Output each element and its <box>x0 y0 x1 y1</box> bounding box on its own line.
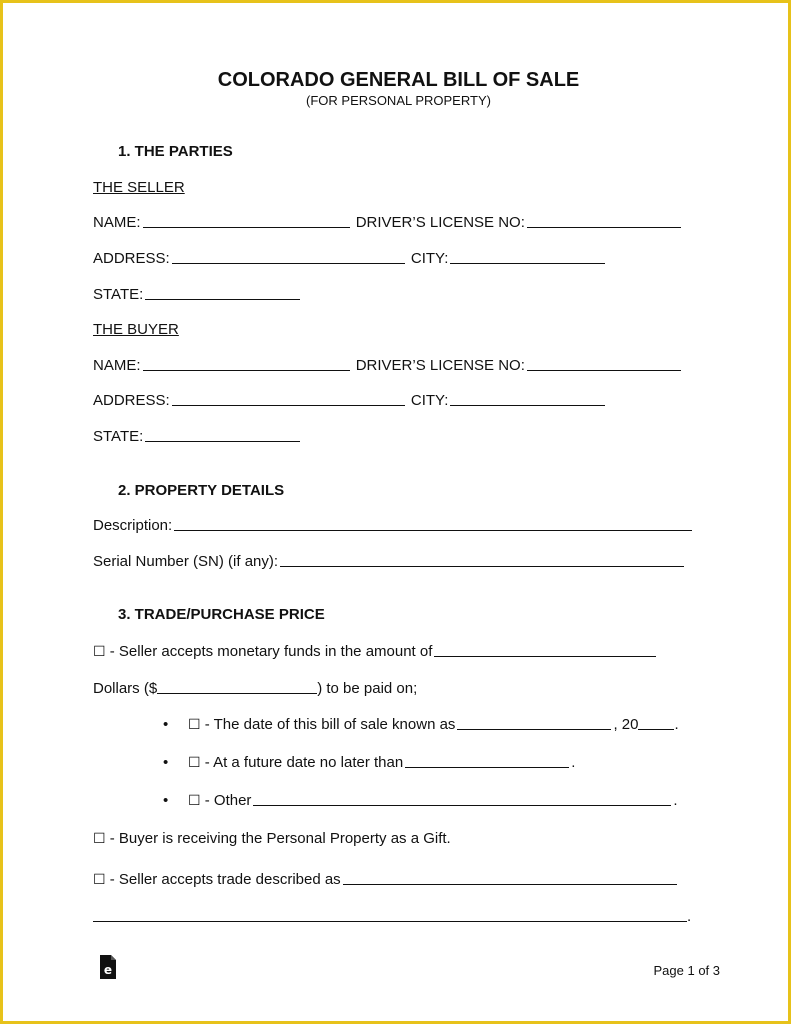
buyer-city-field[interactable] <box>450 404 605 406</box>
option-other-text: - Other <box>204 792 252 809</box>
gift-checkbox[interactable]: ☐ <box>93 831 106 847</box>
serial-field[interactable] <box>280 565 684 567</box>
option-date-period: . <box>674 716 679 733</box>
gift-text: - Buyer is receiving the Personal Property as a Gift. <box>109 830 451 847</box>
seller-state-field[interactable] <box>145 298 300 300</box>
option-future-period: . <box>571 754 576 771</box>
seller-address-label: ADDRESS: <box>93 250 170 267</box>
option-other-period: . <box>673 792 678 809</box>
section-price-heading: 3. TRADE/PURCHASE PRICE <box>118 606 325 623</box>
option-date-bullet: • <box>163 716 169 733</box>
trade-continuation-field[interactable] <box>93 920 687 922</box>
seller-heading: THE SELLER <box>93 179 185 196</box>
trade-checkbox[interactable]: ☐ <box>93 872 106 888</box>
buyer-address-field[interactable] <box>172 404 405 406</box>
seller-city-field[interactable] <box>450 262 605 264</box>
trade-text: - Seller accepts trade described as <box>109 871 341 888</box>
buyer-address-label: ADDRESS: <box>93 392 170 409</box>
option-future-row <box>188 754 575 771</box>
seller-license-label: DRIVER’S LICENSE NO: <box>355 214 525 231</box>
gift-row <box>93 830 451 847</box>
description-field[interactable] <box>174 529 692 531</box>
buyer-name-field[interactable] <box>143 369 350 371</box>
buyer-name-row <box>93 357 683 374</box>
buyer-license-field[interactable] <box>527 369 681 371</box>
option-date-row <box>188 716 679 733</box>
trade-row <box>93 871 679 888</box>
page-number: Page 1 of 3 <box>653 963 720 978</box>
monetary-checkbox[interactable]: ☐ <box>93 644 106 660</box>
monetary-text: - Seller accepts monetary funds in the amount of <box>109 643 433 660</box>
option-other-bullet: • <box>163 792 169 809</box>
seller-address-row <box>93 250 607 267</box>
buyer-city-label: CITY: <box>410 392 449 409</box>
section-parties-heading: 1. THE PARTIES <box>118 143 233 160</box>
buyer-license-label: DRIVER’S LICENSE NO: <box>355 357 525 374</box>
dollars-row <box>93 680 417 697</box>
option-future-bullet: • <box>163 754 169 771</box>
option-date-year-field[interactable] <box>638 728 674 730</box>
option-date-text: - The date of this bill of sale known as <box>204 716 456 733</box>
option-other-field[interactable] <box>253 804 671 806</box>
description-label: Description: <box>93 517 173 534</box>
option-future-checkbox[interactable]: ☐ <box>188 755 201 771</box>
buyer-name-label: NAME: <box>93 357 141 374</box>
description-row <box>93 517 694 534</box>
option-date-checkbox[interactable]: ☐ <box>188 717 201 733</box>
trade-field[interactable] <box>343 883 677 885</box>
seller-name-label: NAME: <box>93 214 141 231</box>
option-future-field[interactable] <box>405 766 569 768</box>
seller-name-field[interactable] <box>143 226 350 228</box>
monetary-amount-field[interactable] <box>434 655 656 657</box>
monetary-row <box>93 643 658 660</box>
seller-state-row <box>93 286 302 303</box>
logo-letter: e <box>103 963 113 977</box>
trade-continuation-row <box>93 908 691 925</box>
buyer-address-row <box>93 392 607 409</box>
option-date-year: , 20 <box>613 716 639 733</box>
buyer-state-field[interactable] <box>145 440 300 442</box>
dollars-suffix: ) to be paid on; <box>317 680 418 697</box>
trade-continuation-period: . <box>687 908 692 925</box>
dollars-field[interactable] <box>157 692 317 694</box>
seller-license-field[interactable] <box>527 226 681 228</box>
document-subtitle: (FOR PERSONAL PROPERTY) <box>306 93 491 108</box>
section-property-heading: 2. PROPERTY DETAILS <box>118 482 285 499</box>
seller-name-row <box>93 214 683 231</box>
serial-label: Serial Number (SN) (if any): <box>93 553 279 570</box>
option-future-text: - At a future date no later than <box>204 754 404 771</box>
eforms-logo-icon <box>99 954 117 980</box>
option-other-checkbox[interactable]: ☐ <box>188 793 201 809</box>
seller-address-field[interactable] <box>172 262 405 264</box>
buyer-heading: THE BUYER <box>93 321 179 338</box>
seller-city-label: CITY: <box>410 250 449 267</box>
document-title: COLORADO GENERAL BILL OF SALE <box>217 69 580 91</box>
buyer-state-row <box>93 428 302 445</box>
option-other-row <box>188 792 678 809</box>
seller-state-label: STATE: <box>93 286 144 303</box>
option-date-field[interactable] <box>457 728 611 730</box>
dollars-prefix: Dollars ($ <box>93 680 158 697</box>
buyer-state-label: STATE: <box>93 428 144 445</box>
serial-row <box>93 553 686 570</box>
